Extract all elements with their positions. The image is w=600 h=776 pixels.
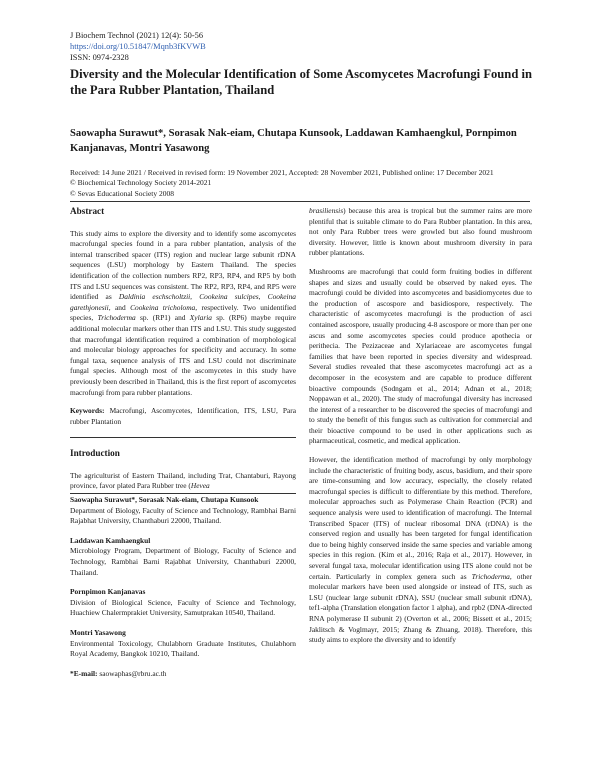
header-divider bbox=[70, 201, 530, 202]
affiliation-4: Montri Yasawong Environmental Toxicology, Chulabhorn Graduate Institutes, Chulabhorn Royal Academy, Bangkok 10210, Thailand. bbox=[70, 628, 296, 659]
journal-header bbox=[70, 30, 206, 63]
intro-text: The agriculturist of Eastern Thailand, including Trat, Chantaburi, Rayong province, favor plated Para Rubber tree (Hevea bbox=[70, 470, 296, 491]
left-column bbox=[70, 206, 296, 687]
affiliation-divider bbox=[70, 493, 296, 494]
publication-dates bbox=[70, 168, 550, 199]
author-list: Saowapha Surawut*, Sorasak Nak-eiam, Chutapa Kunsook, Laddawan Kamhaengkul, Pornpimon Kanjanavas, Montri Yasawong bbox=[70, 128, 517, 154]
intro-continued: brasiliensis) because this area is tropical but the summer rains are more plentiful that is suitable climate to do Para Rubber plantation. In this area, not only Para Rubber trees were growled but also found mushroom diversity. However, little is known about mushroom diversity in para rubber plantations. bbox=[309, 206, 532, 258]
affiliation-3: Pornpimon Kanjanavas Division of Biological Science, Faculty of Science and Technology, Huachiew Chalermprakiet University, Samutprakan 10540, Thailand. bbox=[70, 587, 296, 618]
identification-paragraph: However, the identification method of macrofungi by only morphology include the characteristic of fruiting body, ascus, basidium, and their spore are time-consuming and low accuracy, especially, the closely related macrofungal species is difficult to differentiate by this method. Therefore, molecular approaches such as Polymerase Chain Reaction (PCR) and sequence analysis were used to identification of macrofungi. The Internal Transcribed Spacer (ITS) of nuclear ribosomal DNA (rDNA) is the conserved region and usually has been targeted for fungal identification due to being highly conserved inside the same species and variable among species in this region. (Kim et al., 2016; Raja et al., 2017). However, in several fungal taxa, molecular identification using ITS alone could not be certain. Particularly in complex genera such as Trichoderma, other molecular markers have been used alongside or instead of ITS, such as LSU (nuclear large subunit rDNA), SSU (nuclear small subunit rDNA), tef1-alpha (Translation elongation factor 1 alpha), and rpb2 (DNA-directed RNA polymerase II subunit 2) (Overton et al., 2006; Bissett et al., 2015; Jaklitsch & Voglmayr, 2015; Zhang & Zhuang, 2018). Therefore, this study aims to explore the diversity and to identify bbox=[309, 455, 532, 645]
affiliation-1: Saowapha Surawut*, Sorasak Nak-eiam, Chutapa Kunsook Department of Biology, Faculty of Science and Technology, Rambhai Barni Rajabhat University, Chanthaburi 22000, Thailand. bbox=[70, 495, 296, 526]
mushroom-paragraph: Mushrooms are macrofungi that could form fruiting bodies in different shapes and sizes and usually could be observed by naked eyes. The macrofungi could be divided into ascomycetes and basidiomycetes due to the production of ascospore and basidiospore, respectively. The characteristic of ascomycetes macrofungi is the production of asci contained ascospore, usually producing 4-8 ascospore or more than per one ascus and some ascomycetes species could produce apothecia or perithecia. The Pezizaceae and Xylariaceae are ascomycetes fungal families that have been reported in species diversity and widespread. Several studies revealed that these ascomycetes macrofungi act as a decomposer in the ecosystem and are capable to produce different bioactive compounds (Sodngam et al., 2014; Adnan et al., 2018; Noppawan et al., 2020). The study of macrofungal diversity has increased the interest of a researcher to be discovered the species of macrofungi and to study the benefit of this fungus such as cultivation for commercial and their bioactive compound to be used in other applications such as pharmaceutical, cosmetic, and medical application. bbox=[309, 266, 532, 446]
abstract-divider bbox=[70, 437, 296, 438]
abstract-text: This study aims to explore the diversity and to identify some ascomycetes macrofungal species found in a para rubber plantation, analysis of the internal transcribed spacer (ITS) region and nuclear large subunit rDNA sequences (LSU) morphology by Eastern Thailand. The species identification of the collection numbers RP2, RP3, RP4, and RP5 by both ITS and LSU sequences was consistent. The RP2, RP3, RP4, and RP5 were identified as Daldinia eschscholtzii, Cookeina sulcipes, Cookeina garethjonesii, and Cookeina tricholoma, respectively. Two unidentified species, Trichoderma sp. (RP1) and Xylaria sp. (RP6) maybe require additional molecular markers other than ITS and LSU. This study suggested that macrofungal identification required a combination of morphological and molecular biology approaches for specificity and accuracy. In some fungal taxa, sequence analysis of ITS and LSU could not discriminate fungal species. Although most of the ascomycetes in this study have previously been described in Thailand, this is the first report of ascomycetes macrofungi from para rubber plantations. bbox=[70, 228, 297, 397]
journal-citation: J Biochem Technol (2021) 12(4): 50-56 bbox=[70, 31, 204, 40]
received-dates: Received: 14 June 2021 / Received in revised form: 19 November 2021, Accepted: 28 November 2021, Published online: 17 December 2021 bbox=[70, 168, 494, 177]
copyright-line-1: © Biochemical Technology Society 2014-2021 bbox=[70, 178, 212, 188]
affiliation-2: Laddawan Kamhaengkul Microbiology Program, Department of Biology, Faculty of Science and Technology, Rambhai Barni Rajabhat University, Chanthaburi 22000, Thailand. bbox=[70, 535, 296, 577]
issn: ISSN: 0974-2328 bbox=[70, 53, 129, 62]
paper-title: Diversity and the Molecular Identification of Some Ascomycetes Macrofungi Found in the Para Rubber Plantation, Thailand bbox=[70, 67, 532, 97]
abstract-heading: Abstract bbox=[70, 206, 105, 216]
right-column bbox=[309, 206, 532, 654]
copyright-line-2: © Sevas Educational Society 2008 bbox=[70, 188, 175, 198]
corresponding-email: *E-mail: saowaphas@rbru.ac.th bbox=[70, 668, 167, 678]
keywords: Keywords: Macrofungi, Ascomycetes, Identification, ITS, LSU, Para rubber Plantation bbox=[70, 406, 296, 426]
introduction-heading: Introduction bbox=[70, 448, 120, 459]
doi-link[interactable]: https://doi.org/10.51847/Mqnb3fKVWB bbox=[70, 42, 206, 51]
